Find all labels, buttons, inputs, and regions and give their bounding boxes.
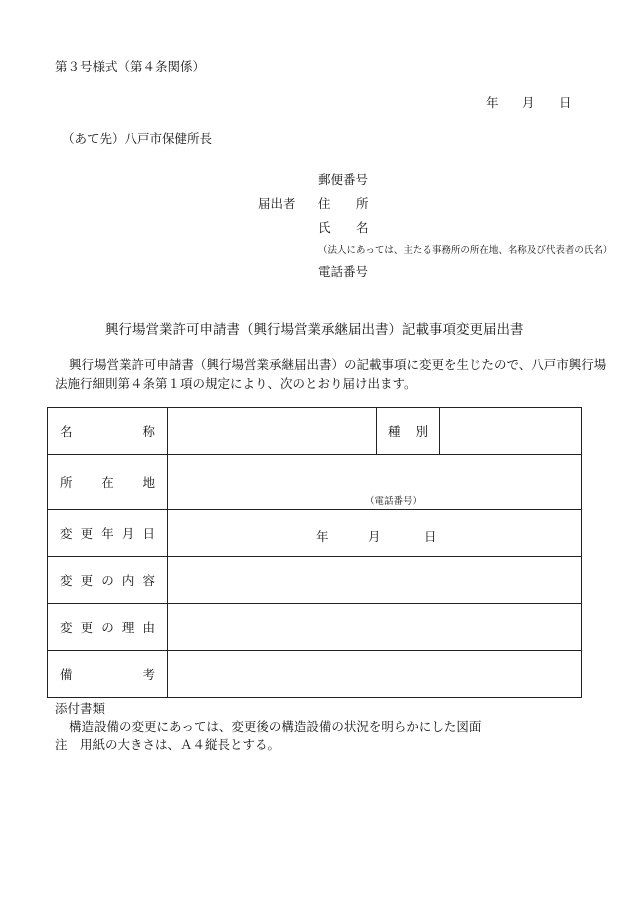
name-label-a: 名 — [60, 424, 73, 439]
date-month: 月 — [522, 95, 535, 110]
change-reason-label-1: 更 — [80, 620, 94, 635]
change-date-month: 月 — [368, 529, 381, 544]
change-content-label-3: 内 — [121, 573, 135, 588]
row-name — [48, 408, 582, 455]
location-phone-label: （電話番号） — [365, 496, 423, 507]
address-label-b: 所 — [356, 196, 369, 211]
paper-size-note: 注 用紙の大きさは、Ａ４縦長とする。 — [55, 737, 281, 752]
name-field[interactable] — [168, 408, 377, 455]
type-label-a: 種 — [388, 424, 401, 439]
change-content-label-2: の — [101, 573, 114, 588]
row-remarks — [48, 651, 582, 698]
location-field[interactable] — [168, 455, 582, 510]
remarks-label-a: 備 — [60, 667, 73, 682]
remarks-field[interactable] — [168, 651, 582, 698]
name-label-cell — [48, 408, 168, 455]
row-change-content — [48, 557, 582, 604]
phone-label: 電話番号 — [318, 264, 369, 279]
notification-table — [47, 407, 582, 698]
addressee: （あて先）八戸市保健所長 — [62, 131, 213, 146]
name-label-a: 氏 — [318, 220, 331, 235]
change-date-label-0: 変 — [60, 526, 73, 541]
remarks-label-cell — [48, 651, 168, 698]
name-label-b: 名 — [356, 220, 369, 235]
date-year: 年 — [486, 95, 499, 110]
change-reason-label-0: 変 — [60, 620, 73, 635]
corporate-note: （法人にあっては、主たる事務所の所在地、名称及び代表者の氏名） — [318, 245, 613, 256]
change-content-label-1: 更 — [80, 573, 94, 588]
address-label-a: 住 — [318, 196, 331, 211]
type-field[interactable] — [440, 408, 582, 455]
change-reason-label-2: の — [101, 620, 114, 635]
row-location — [48, 455, 582, 510]
applicant-label: 届出者 — [258, 196, 296, 211]
change-date-label-4: 日 — [142, 526, 155, 541]
form-number: 第３号様式（第４条関係） — [55, 59, 206, 74]
change-reason-label-cell — [48, 604, 168, 651]
change-content-field[interactable] — [168, 557, 582, 604]
type-label-cell — [377, 408, 440, 455]
type-label-b: 別 — [415, 424, 428, 439]
body-text-line2: 法施行細則第４条第１項の規定により、次のとおり届け出ます。 — [55, 376, 417, 391]
change-date-field[interactable] — [168, 510, 582, 557]
change-date-label-1: 更 — [80, 526, 94, 541]
name-label-b: 称 — [142, 424, 155, 439]
change-reason-label-4: 由 — [142, 620, 155, 635]
change-reason-label-3: 理 — [121, 620, 135, 635]
change-content-label-0: 変 — [60, 573, 73, 588]
body-text-line1: 興行場営業許可申請書（興行場営業承継届出書）の記載事項に変更を生じたので、八戸市興行場 — [69, 357, 607, 372]
row-change-date — [48, 510, 582, 557]
change-reason-field[interactable] — [168, 604, 582, 651]
postal-code-label: 郵便番号 — [318, 172, 369, 187]
attachments-item: 構造設備の変更にあっては、変更後の構造設備の状況を明らかにした図面 — [69, 719, 482, 734]
change-date-label-3: 月 — [121, 526, 135, 541]
attachments-heading: 添付書類 — [55, 701, 106, 716]
change-date-year: 年 — [316, 529, 329, 544]
remarks-label-b: 考 — [142, 667, 155, 682]
location-label-1: 在 — [101, 475, 114, 490]
change-content-label-4: 容 — [142, 573, 155, 588]
change-date-label-cell — [48, 510, 168, 557]
change-date-day: 日 — [424, 529, 437, 544]
location-label-cell — [48, 455, 168, 510]
location-label-2: 地 — [142, 475, 155, 490]
date-day: 日 — [559, 95, 572, 110]
row-change-reason — [48, 604, 582, 651]
location-label-0: 所 — [60, 475, 73, 490]
change-date-label-2: 年 — [101, 526, 114, 541]
document-title: 興行場営業許可申請書（興行場営業承継届出書）記載事項変更届出書 — [105, 322, 524, 338]
change-content-label-cell — [48, 557, 168, 604]
